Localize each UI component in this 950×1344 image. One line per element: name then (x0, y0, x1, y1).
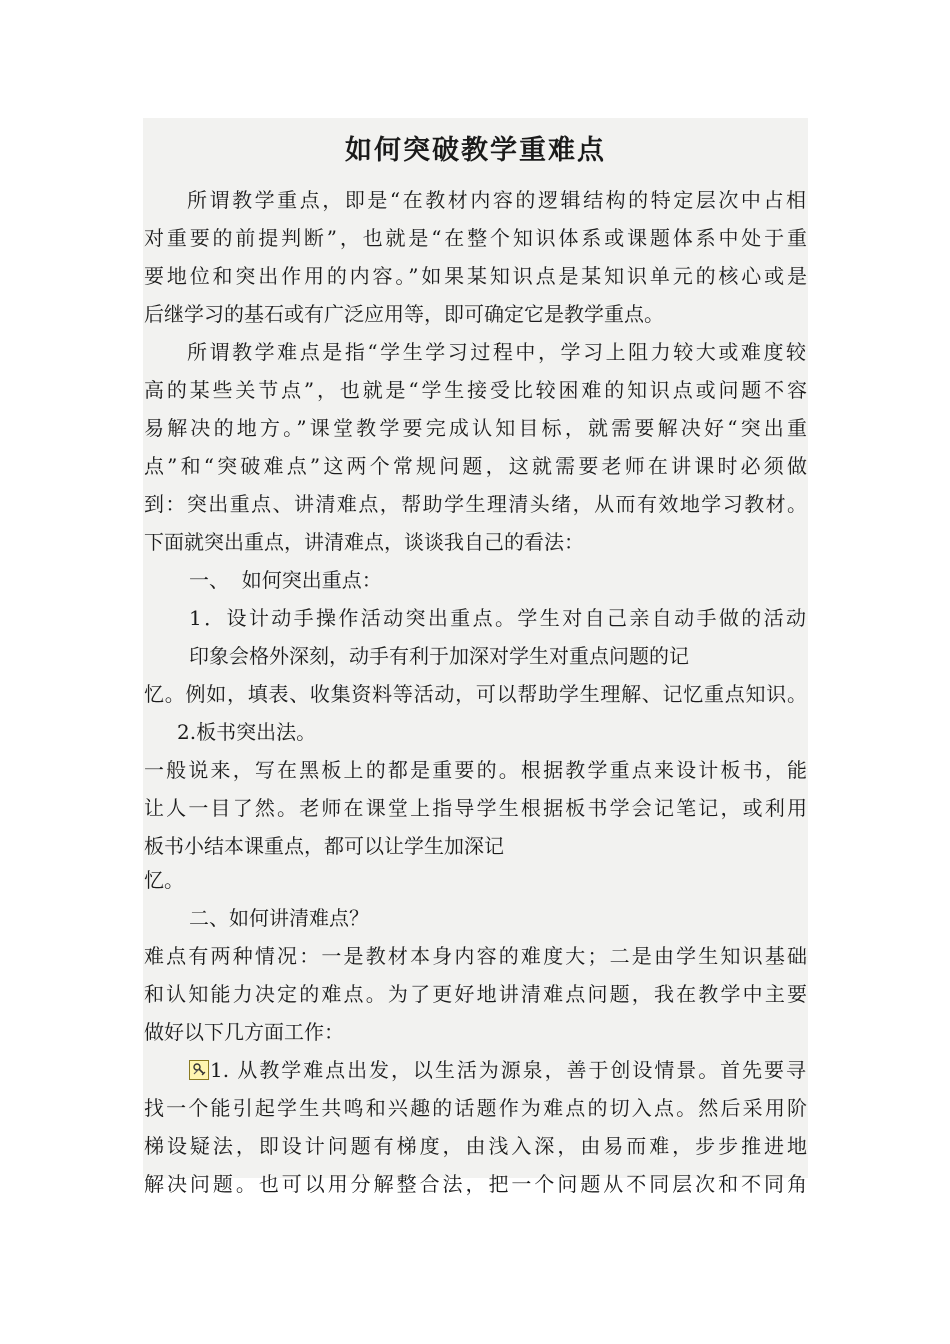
paragraph-line: 1．设计动手操作活动突出重点。学生对自己亲自动手做的活动 (189, 606, 806, 630)
paragraph-line: 易解决的地方。”课堂教学要完成认知目标，就需要解决好“突出重 (144, 416, 807, 440)
paragraph-line: 一般说来，写在黑板上的都是重要的。根据教学重点来设计板书，能 (144, 758, 807, 782)
paragraph-line: 解决问题。也可以用分解整合法，把一个问题从不同层次和不同角 (144, 1172, 807, 1196)
paragraph-line: 下面就突出重点，讲清难点，谈谈我自己的看法： (144, 530, 584, 554)
paragraph-line: 难点有两种情况：一是教材本身内容的难度大；二是由学生知识基础 (144, 944, 807, 968)
paragraph-line: 对重要的前提判断”，也就是“在整个知识体系或课题体系中处于重 (144, 226, 807, 250)
paragraph-line-with-anchor (189, 1056, 806, 1084)
section-heading: 一、 如何突出重点： (189, 568, 382, 592)
document-title: 如何突破教学重难点 (345, 135, 606, 166)
paragraph-line: 印象会格外深刻，动手有利于加深对学生对重点问题的记 (189, 644, 689, 668)
paragraph-line: 所谓教学重点，即是“在教材内容的逻辑结构的特定层次中占相 (187, 188, 806, 212)
paragraph-line: 所谓教学难点是指“学生学习过程中，学习上阻力较大或难度较 (187, 340, 806, 364)
paragraph-line: 到：突出重点、讲清难点，帮助学生理清头绪，从而有效地学习教材。 (144, 492, 807, 516)
paragraph-line: 板书小结本课重点，都可以让学生加深记 (144, 834, 504, 858)
paragraph-line: 点”和“突破难点”这两个常规问题，这就需要老师在讲课时必须做 (144, 454, 807, 478)
paragraph-line: 忆。 (144, 868, 184, 892)
object-anchor-icon[interactable] (189, 1060, 209, 1080)
paragraph-line: 梯设疑法，即设计问题有梯度，由浅入深，由易而难，步步推进地 (144, 1134, 807, 1158)
paragraph-line: 高的某些关节点”，也就是“学生接受比较困难的知识点或问题不容 (144, 378, 807, 402)
paragraph-line: 要地位和突出作用的内容。”如果某知识点是某知识单元的核心或是 (144, 264, 807, 288)
paragraph-line: 让人一目了然。老师在课堂上指导学生根据板书学会记笔记，或利用 (144, 796, 807, 820)
paragraph-line: 和认知能力决定的难点。为了更好地讲清难点问题，我在教学中主要 (144, 982, 807, 1006)
paragraph-line: 后继学习的基石或有广泛应用等，即可确定它是教学重点。 (144, 302, 664, 326)
section-heading: 二、如何讲清难点？ (189, 906, 369, 930)
paragraph-line: 找一个能引起学生共鸣和兴趣的话题作为难点的切入点。然后采用阶 (144, 1096, 807, 1120)
subheading: 2.板书突出法。 (177, 720, 317, 744)
paragraph-line: 做好以下几方面工作： (144, 1020, 344, 1044)
paragraph-line-text: 1. 从教学难点出发，以生活为源泉，善于创设情景。首先要寻 (210, 1058, 806, 1082)
paragraph-line: 忆。例如，填表、收集资料等活动，可以帮助学生理解、记忆重点知识。 (144, 682, 807, 706)
